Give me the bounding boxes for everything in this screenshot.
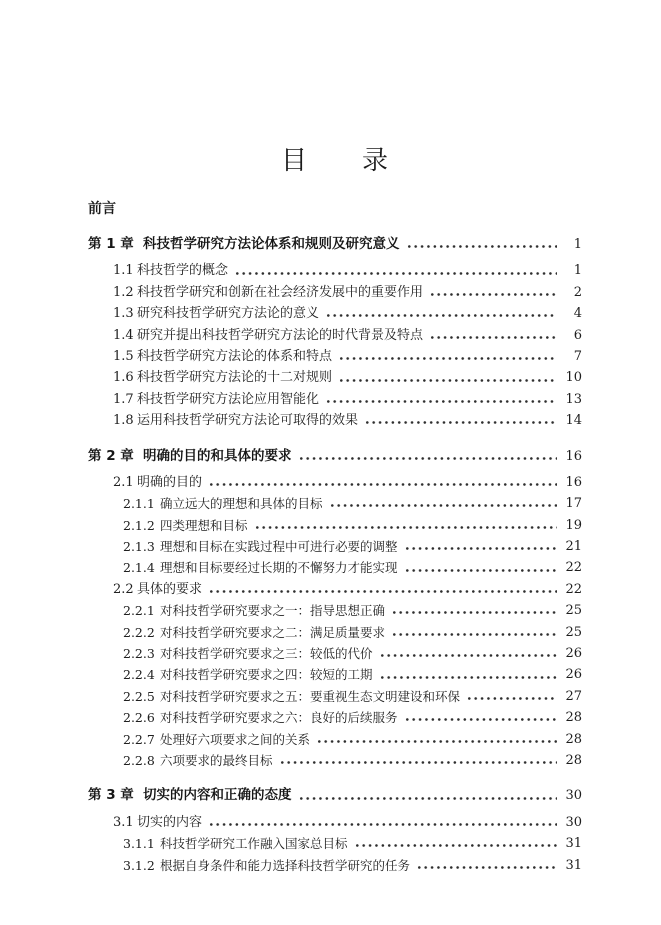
entry-page-number: 4 [573,306,582,322]
preface-heading: 前言 [88,201,116,217]
entry-number: 1.3 [113,306,134,322]
entry-title: 对科技哲学研究要求之二：满足质量要求 [160,624,386,640]
entry-title: 研究科技哲学研究方法论的意义 [137,306,320,322]
dot-leader [405,567,557,574]
entry-number: 1.1 [113,263,134,279]
entry-number: 第 1 章 [88,236,134,252]
entry-title: 具体的要求 [137,581,203,597]
dot-leader [326,312,557,319]
entry-number: 2.1.4 [123,560,155,576]
entry-title: 科技哲学的概念 [137,263,229,279]
dot-leader [209,481,557,488]
entry-title: 研究并提出科技哲学研究方法论的时代背景及特点 [137,327,424,343]
entry-page-number: 17 [565,496,582,512]
entry-page-number: 10 [565,370,582,386]
entry-page-number: 19 [565,517,582,533]
entry-number: 1.2 [113,284,134,300]
dot-leader [405,545,557,552]
entry-number: 3.1 [113,814,134,830]
entry-title: 切实的内容 [137,814,203,830]
toc-entry [88,622,582,643]
entry-number: 2.2.6 [123,710,155,726]
dot-leader [430,291,557,298]
toc-entry [88,303,582,324]
entry-page-number: 6 [573,327,582,343]
entry-page-number: 22 [565,581,582,597]
page-title: 目 录 [280,146,389,176]
entry-title: 确立远大的理想和具体的目标 [160,496,323,512]
entry-title: 理想和目标要经过长期的不懈努力才能实现 [160,560,398,576]
entry-page-number: 7 [573,348,582,364]
entry-number: 2.2 [113,581,134,597]
entry-page-number: 28 [565,752,582,768]
entry-title: 切实的内容和正确的态度 [143,787,292,804]
entry-title: 对科技哲学研究要求之三：较低的代价 [160,646,373,662]
entry-title: 对科技哲学研究要求之六：良好的后续服务 [160,710,398,726]
entry-title: 对科技哲学研究要求之四：较短的工期 [160,667,373,683]
dot-leader [209,588,557,595]
dot-leader [209,821,557,828]
entry-page-number: 25 [565,603,582,619]
entry-title: 根据自身条件和能力选择科技哲学研究的任务 [160,857,411,873]
entry-page-number: 30 [565,788,582,804]
entry-number: 第 2 章 [88,447,134,464]
toc-entry [88,833,582,854]
dot-leader [255,524,557,531]
toc-entry [88,855,582,876]
entry-number: 2.2.7 [123,731,155,747]
toc-entry [88,707,582,728]
toc-entry [88,686,582,707]
toc-entry [88,557,582,578]
toc-entry [88,260,582,281]
entry-title: 科技哲学研究方法论的十二对规则 [137,370,333,386]
entry-page-number: 1 [573,237,582,252]
entry-page-number: 25 [565,624,582,640]
toc-entry [88,472,582,493]
entry-number: 2.2.8 [123,752,155,768]
toc-entry [88,515,582,536]
entry-title: 对科技哲学研究要求之一：指导思想正确 [160,603,386,619]
entry-number: 2.1.3 [123,539,155,555]
entry-page-number: 16 [565,474,582,490]
toc-entry [88,446,582,467]
toc-entry [88,536,582,557]
entry-page-number: 14 [565,413,582,429]
toc-entry [88,812,582,833]
dot-leader [365,419,557,426]
toc-entry [88,493,582,514]
entry-page-number: 27 [565,688,582,704]
entry-number: 2.1.1 [123,496,155,512]
entry-page-number: 31 [565,836,582,852]
entry-title: 科技哲学研究方法论的体系和特点 [137,348,333,364]
entry-title: 处理好六项要求之间的关系 [160,731,311,747]
entry-number: 2.1 [113,474,134,490]
dot-leader [330,502,557,509]
dot-leader [417,864,557,871]
entry-title: 明确的目的 [137,474,203,490]
entry-title: 科技哲学研究方法论体系和规则及研究意义 [143,236,400,252]
dot-leader [407,243,558,250]
entry-page-number: 1 [573,263,582,279]
toc-entry [88,643,582,664]
dot-leader [355,842,557,849]
dot-leader [380,674,557,681]
entry-title: 四类理想和目标 [160,517,248,533]
dot-leader [317,738,557,745]
toc-entry [88,282,582,303]
toc-entry [88,346,582,367]
dot-leader [299,795,558,802]
entry-title: 运用科技哲学研究方法论可取得的效果 [137,413,359,429]
entry-number: 1.7 [113,391,134,407]
toc-entry [88,664,582,685]
toc-entry [88,600,582,621]
entry-number: 2.2.1 [123,603,155,619]
toc-entry [88,579,582,600]
dot-leader [392,631,557,638]
entry-page-number: 2 [573,284,582,300]
dot-leader [339,355,557,362]
entry-number: 第 3 章 [88,787,134,804]
toc-content [88,0,582,876]
toc-entry [88,389,582,410]
dot-leader [392,609,557,616]
toc-entry [88,234,582,255]
entry-page-number: 13 [565,391,582,407]
entry-title: 六项要求的最终目标 [160,752,273,768]
entry-number: 1.8 [113,413,134,429]
entry-page-number: 31 [565,857,582,873]
toc-entry [88,750,582,771]
entry-number: 3.1.1 [123,836,155,852]
entry-page-number: 16 [565,448,582,464]
entry-number: 2.2.5 [123,688,155,704]
entry-title: 明确的目的和具体的要求 [143,447,292,464]
entry-page-number: 26 [565,646,582,662]
entry-title: 科技哲学研究工作融入国家总目标 [160,836,348,852]
entry-page-number: 30 [565,814,582,830]
entry-number: 1.4 [113,327,134,343]
toc-entry [88,367,582,388]
dot-leader [430,334,557,341]
dot-leader [326,398,557,405]
entry-number: 1.6 [113,370,134,386]
entry-title: 理想和目标在实践过程中可进行必要的调整 [160,539,398,555]
dot-leader [405,716,557,723]
entry-number: 2.1.2 [123,517,155,533]
toc-entry [88,785,582,806]
entry-number: 2.2.2 [123,624,155,640]
dot-leader [467,695,557,702]
toc-entry [88,729,582,750]
dot-leader [380,652,557,659]
dot-leader [280,759,557,766]
dot-leader [299,455,558,462]
entry-title: 科技哲学研究和创新在社会经济发展中的重要作用 [137,284,424,300]
entry-number: 2.2.4 [123,667,155,683]
entry-page-number: 26 [565,667,582,683]
dot-leader [339,377,557,384]
entry-number: 1.5 [113,348,134,364]
entry-number: 2.2.3 [123,646,155,662]
toc-entry [88,410,582,431]
entry-page-number: 28 [565,731,582,747]
entry-title: 科技哲学研究方法论应用智能化 [137,391,320,407]
toc-list [88,234,582,876]
entry-page-number: 21 [565,539,582,555]
entry-page-number: 22 [565,560,582,576]
entry-title: 对科技哲学研究要求之五：要重视生态文明建设和环保 [160,688,461,704]
entry-number: 3.1.2 [123,857,155,873]
dot-leader [235,270,557,277]
entry-page-number: 28 [565,710,582,726]
toc-entry [88,325,582,346]
